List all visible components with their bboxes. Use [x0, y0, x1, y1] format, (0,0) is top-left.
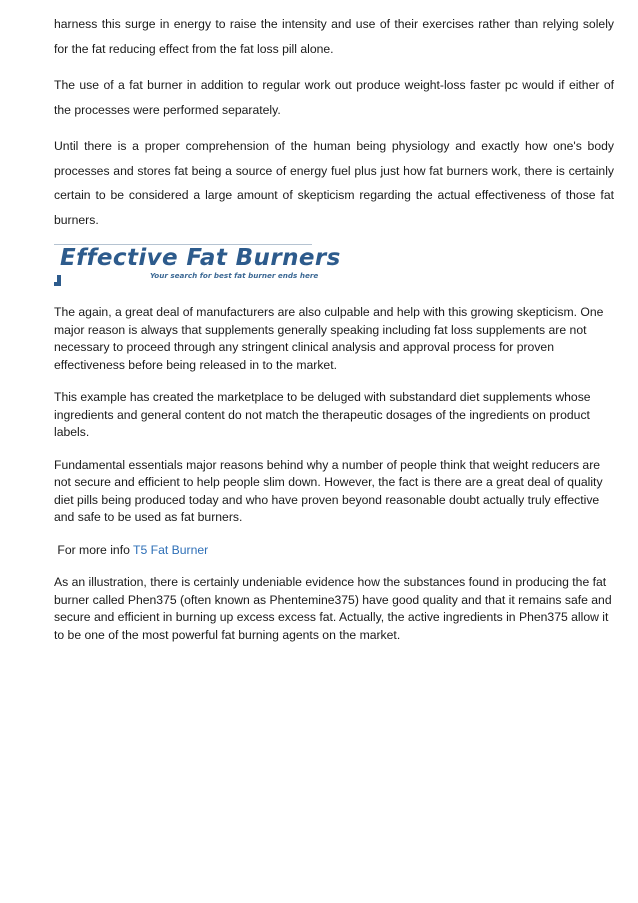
t5-fat-burner-link[interactable]: T5 Fat Burner [133, 542, 209, 557]
paragraph: This example has created the marketplace to be deluged with substandard diet supplements whose ingredients and general content do not match the therapeutic dosages of the ingredients on product labels. [54, 390, 591, 439]
effective-fat-burners-banner [54, 244, 341, 292]
document-page [54, 12, 614, 659]
paragraph: Until there is a proper comprehension of the human being physiology and exactly how one's body processes and stores fat being a source of energy fuel plus just how fat burners work, there is certainly certain to be considered a large amount of skepticism regarding the actual effectiveness of those fat burners. [54, 139, 614, 227]
paragraph: harness this surge in energy to raise the intensity and use of their exercises rather than relying solely for the fat reducing effect from the fat loss pill alone. [54, 17, 614, 56]
paragraph: Fundamental essentials major reasons behind why a number of people think that weight reducers are not secure and efficient to help people slim down. However, the fact is there are a great deal of quality diet pills being produced today and who have proven beyond reasonable doubt actually truly effective and safe to be used as fat burners. [54, 457, 603, 524]
more-info-line [54, 542, 614, 560]
paragraph: The again, a great deal of manufacturers are also culpable and help with this growing skepticism. One major reason is always that supplements generally speaking including fat loss supplements are not necessary to proceed through any stringent clinical analysis and approval process for proven effectiveness before being released in to the market. [54, 305, 604, 372]
paragraph: The use of a fat burner in addition to regular work out produce weight-loss faster pc would if either of the processes were performed separately. [54, 78, 614, 117]
paragraph: As an illustration, there is certainly undeniable evidence how the substances found in producing the fat burner called Phen375 (often known as Phentemine375) have good quality and that it remains safe and secure and efficient in burning up excess excess fat. Actually, the active ingredients in Phen375 allow it to be one of the most powerful fat burning agents on the market. [54, 575, 612, 642]
banner-tagline: Your search for best fat burner ends here [150, 271, 319, 280]
more-info-prefix: For more info [54, 542, 134, 557]
banner-mark-icon [54, 275, 61, 286]
banner-title: Effective Fat Burners [60, 245, 341, 271]
